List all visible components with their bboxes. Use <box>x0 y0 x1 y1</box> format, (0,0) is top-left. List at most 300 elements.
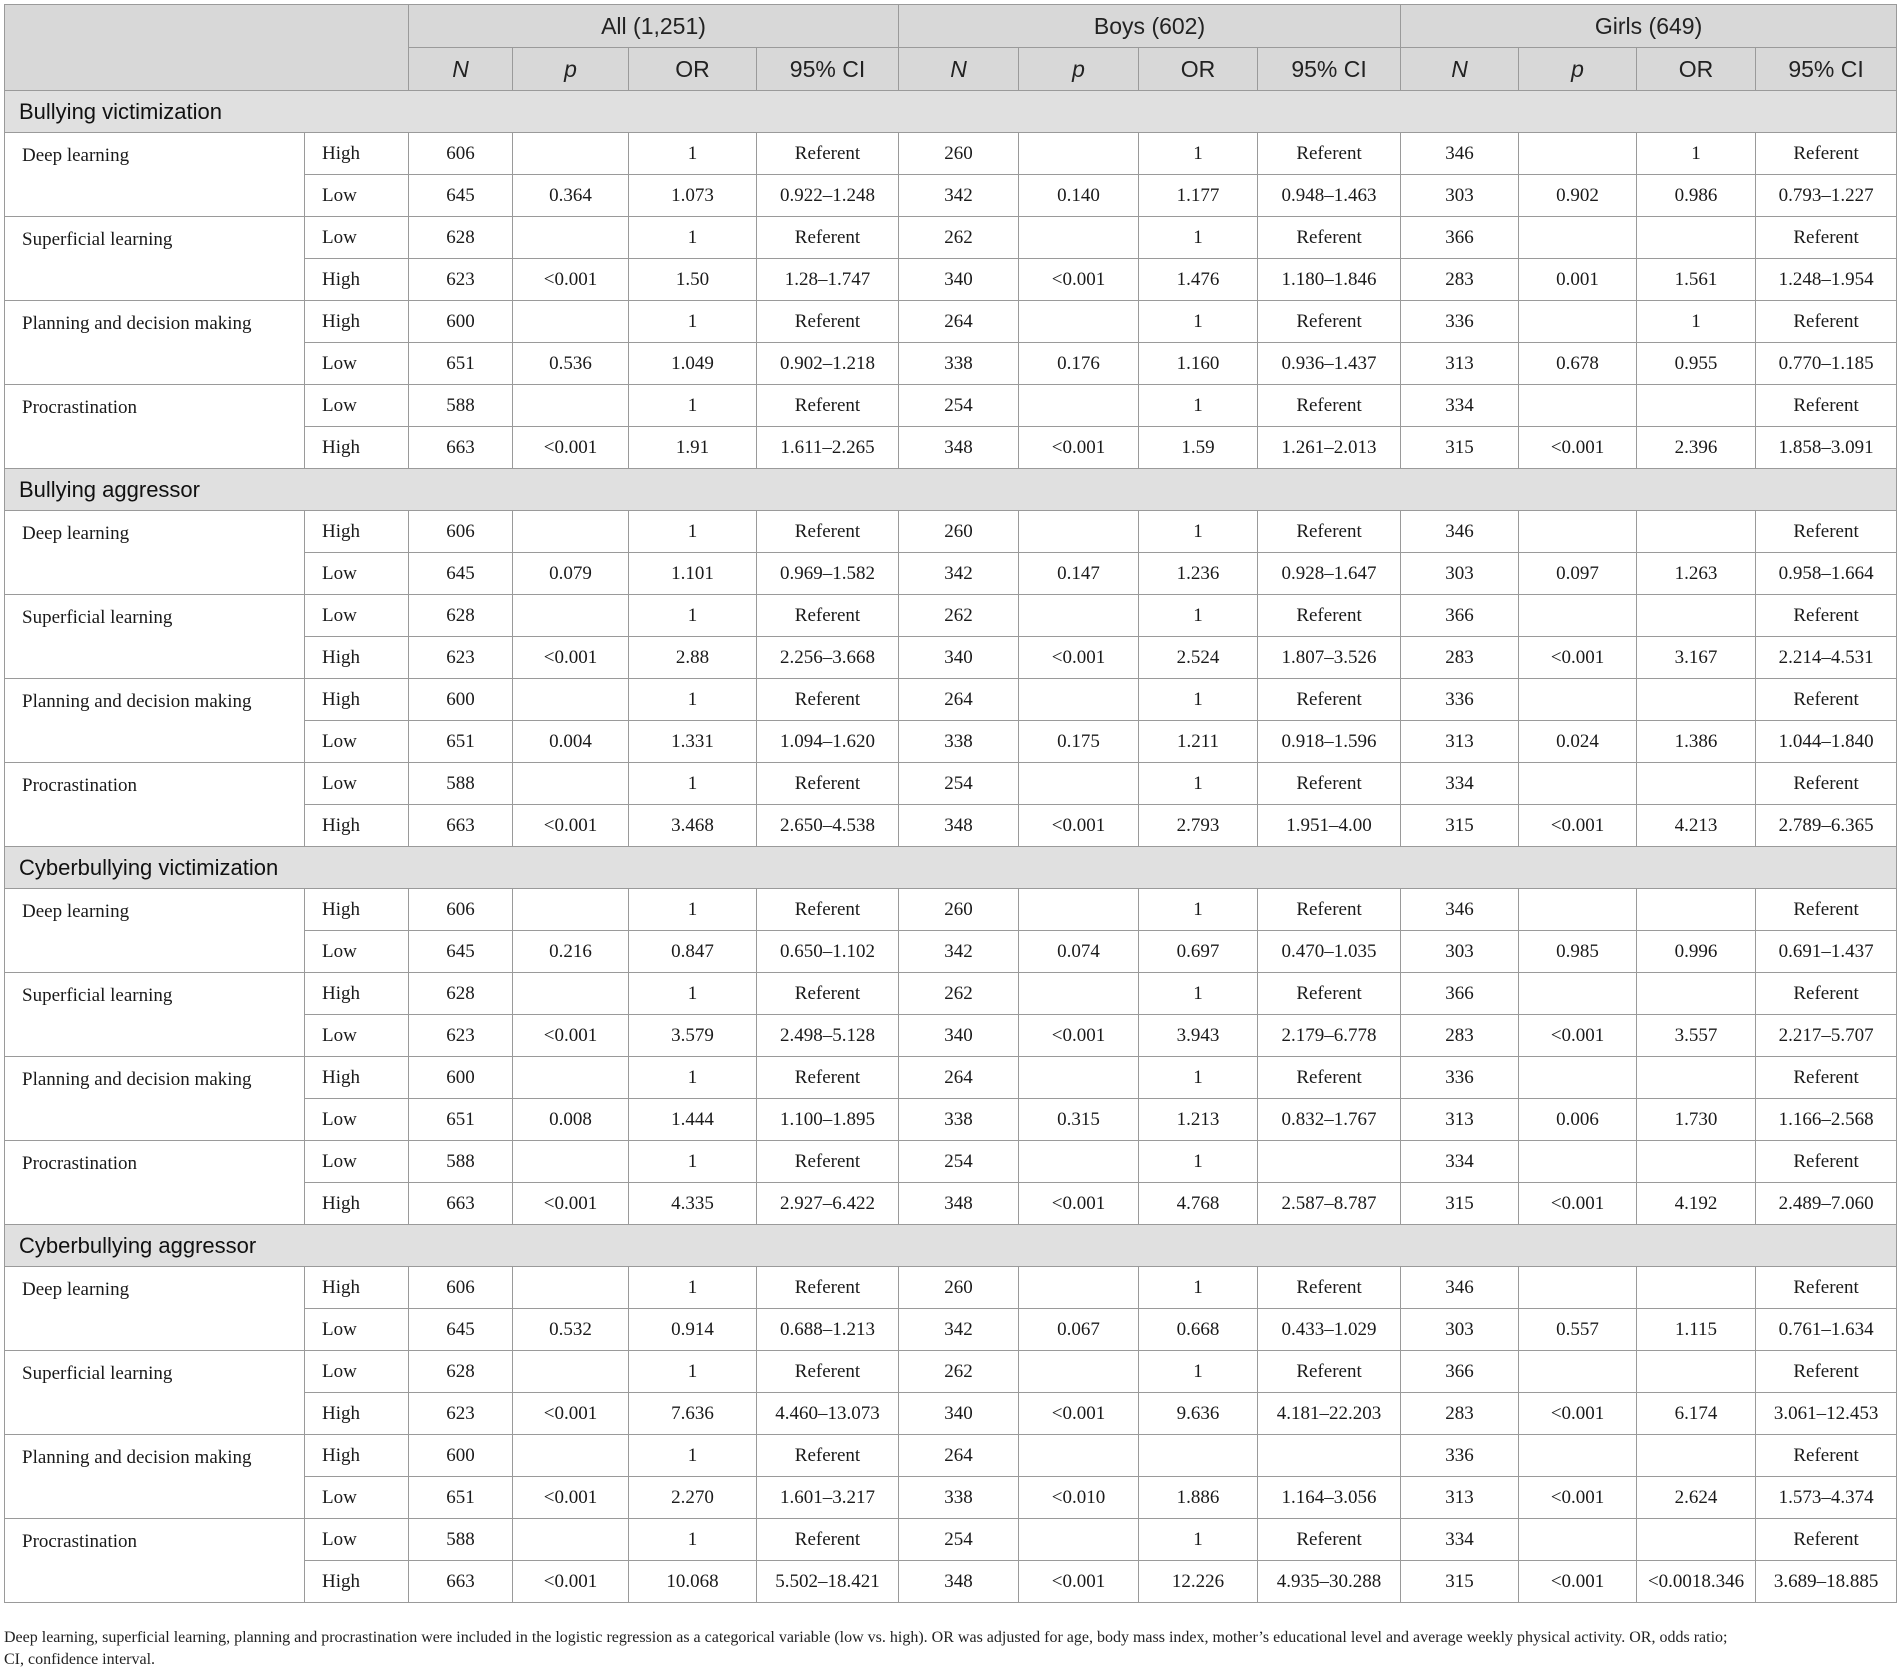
table-cell: 2.217–5.707 <box>1756 1015 1897 1057</box>
variable-name: Planning and decision making <box>5 1435 305 1519</box>
table-cell: <0.001 <box>1019 1561 1139 1603</box>
col-header-ci: 95% CI <box>757 48 899 91</box>
table-cell: 1 <box>1139 679 1258 721</box>
table-cell: <0.001 <box>1019 1015 1139 1057</box>
table-row <box>5 1141 1897 1183</box>
table-cell: 606 <box>409 511 513 553</box>
table-cell: Referent <box>1756 1057 1897 1099</box>
level-cell: Low <box>305 1141 409 1183</box>
table-cell: <0.001 <box>1019 427 1139 469</box>
table-cell: 340 <box>899 1015 1019 1057</box>
table-row <box>5 1351 1897 1393</box>
table-cell: 4.213 <box>1637 805 1756 847</box>
table-cell: 2.214–4.531 <box>1756 637 1897 679</box>
table-footnote <box>4 1627 1894 1671</box>
table-cell <box>1637 217 1756 259</box>
table-cell <box>1519 301 1637 343</box>
table-cell: 1 <box>1139 301 1258 343</box>
table-cell: 0.470–1.035 <box>1258 931 1401 973</box>
table-cell: 0.985 <box>1519 931 1637 973</box>
table-cell <box>1019 595 1139 637</box>
table-cell: 4.192 <box>1637 1183 1756 1225</box>
table-cell <box>1019 1435 1139 1477</box>
table-cell: Referent <box>757 133 899 175</box>
table-cell: 1.115 <box>1637 1309 1756 1351</box>
table-cell: 2.256–3.668 <box>757 637 899 679</box>
table-cell: Referent <box>1258 511 1401 553</box>
table-cell: 0.922–1.248 <box>757 175 899 217</box>
table-row <box>5 1267 1897 1309</box>
table-cell <box>1637 595 1756 637</box>
table-cell: Referent <box>757 763 899 805</box>
table-cell: 0.532 <box>513 1309 629 1351</box>
table-cell: <0.010 <box>1019 1477 1139 1519</box>
table-cell: 1 <box>629 973 757 1015</box>
table-cell: 1.180–1.846 <box>1258 259 1401 301</box>
table-cell <box>513 595 629 637</box>
table-cell: 366 <box>1401 973 1519 1015</box>
table-cell: <0.001 <box>1519 805 1637 847</box>
footnote-line: CI, confidence interval. <box>4 1651 156 1668</box>
table-cell: 336 <box>1401 301 1519 343</box>
table-cell: 2.524 <box>1139 637 1258 679</box>
table-cell <box>1519 1057 1637 1099</box>
table-cell: 2.88 <box>629 637 757 679</box>
table-row <box>5 595 1897 637</box>
table-cell: 315 <box>1401 1183 1519 1225</box>
col-header-or: OR <box>629 48 757 91</box>
table-cell: 2.498–5.128 <box>757 1015 899 1057</box>
table-cell: Referent <box>757 973 899 1015</box>
table-cell: 1 <box>1139 1267 1258 1309</box>
table-cell: Referent <box>757 511 899 553</box>
table-cell: 1 <box>629 217 757 259</box>
table-cell <box>1019 889 1139 931</box>
variable-name: Planning and decision making <box>5 679 305 763</box>
table-cell: 600 <box>409 1057 513 1099</box>
table-cell: 2.489–7.060 <box>1756 1183 1897 1225</box>
table-cell: 588 <box>409 1519 513 1561</box>
table-cell <box>513 763 629 805</box>
table-cell <box>1019 301 1139 343</box>
table-cell: <0.001 <box>513 805 629 847</box>
table-cell <box>513 1057 629 1099</box>
table-cell: <0.001 <box>513 1477 629 1519</box>
table-cell: 0.097 <box>1519 553 1637 595</box>
table-cell: 342 <box>899 553 1019 595</box>
footnote-line: Deep learning, superficial learning, planning and procrastination were included in the logistic regression as a categorical variable (low vs. high). OR was adjusted for age, body mass index, mother’s educational level and average weekly physical activity. OR, odds ratio; <box>4 1629 1728 1646</box>
table-cell: 262 <box>899 1351 1019 1393</box>
table-cell: 338 <box>899 343 1019 385</box>
table-cell <box>513 679 629 721</box>
section-row <box>5 469 1897 511</box>
col-header-p: p <box>1519 48 1637 91</box>
table-cell: 264 <box>899 1057 1019 1099</box>
level-cell: High <box>305 133 409 175</box>
variable-name: Superficial learning <box>5 595 305 679</box>
level-cell: Low <box>305 385 409 427</box>
table-cell: 1.177 <box>1139 175 1258 217</box>
table-cell <box>1519 217 1637 259</box>
table-row <box>5 1519 1897 1561</box>
table-cell: 346 <box>1401 889 1519 931</box>
table-cell: 336 <box>1401 1435 1519 1477</box>
table-cell: Referent <box>1258 763 1401 805</box>
table-cell <box>513 217 629 259</box>
table-cell <box>1519 133 1637 175</box>
table-cell: Referent <box>1756 889 1897 931</box>
table-cell: Referent <box>1258 1057 1401 1099</box>
table-row <box>5 385 1897 427</box>
table-cell: 651 <box>409 343 513 385</box>
level-cell: Low <box>305 343 409 385</box>
table-cell: 588 <box>409 763 513 805</box>
table-cell: 606 <box>409 889 513 931</box>
table-cell: 9.636 <box>1139 1393 1258 1435</box>
table-cell <box>1637 1435 1756 1477</box>
table-cell: 1 <box>1139 385 1258 427</box>
table-cell: 645 <box>409 553 513 595</box>
table-cell: 2.927–6.422 <box>757 1183 899 1225</box>
table-cell: 1 <box>629 511 757 553</box>
table-cell: 315 <box>1401 427 1519 469</box>
table-cell: 0.650–1.102 <box>757 931 899 973</box>
table-cell: 0.958–1.664 <box>1756 553 1897 595</box>
table-cell <box>513 1435 629 1477</box>
table-cell: 264 <box>899 301 1019 343</box>
table-cell: 623 <box>409 1015 513 1057</box>
table-cell <box>1519 1519 1637 1561</box>
level-cell: High <box>305 1057 409 1099</box>
table-cell: Referent <box>1258 1351 1401 1393</box>
table-row <box>5 133 1897 175</box>
table-cell <box>1519 679 1637 721</box>
level-cell: High <box>305 511 409 553</box>
table-cell: 1.807–3.526 <box>1258 637 1401 679</box>
variable-name: Planning and decision making <box>5 1057 305 1141</box>
table-cell: 0.986 <box>1637 175 1756 217</box>
table-cell: 1 <box>1637 301 1756 343</box>
table-cell: 0.936–1.437 <box>1258 343 1401 385</box>
table-cell: 366 <box>1401 217 1519 259</box>
table-cell: 0.079 <box>513 553 629 595</box>
table-cell: Referent <box>1258 1519 1401 1561</box>
table-cell: 645 <box>409 175 513 217</box>
table-cell: 313 <box>1401 721 1519 763</box>
table-cell <box>1519 889 1637 931</box>
table-cell: 3.579 <box>629 1015 757 1057</box>
table-cell: 0.793–1.227 <box>1756 175 1897 217</box>
table-cell: 0.770–1.185 <box>1756 343 1897 385</box>
table-cell: 303 <box>1401 931 1519 973</box>
table-cell: 600 <box>409 301 513 343</box>
level-cell: Low <box>305 595 409 637</box>
table-row <box>5 511 1897 553</box>
table-cell: 663 <box>409 1561 513 1603</box>
table-cell: 12.226 <box>1139 1561 1258 1603</box>
table-cell: 338 <box>899 1099 1019 1141</box>
table-cell: <0.001 <box>1519 1561 1637 1603</box>
table-cell: 0.364 <box>513 175 629 217</box>
table-cell: 0.918–1.596 <box>1258 721 1401 763</box>
table-cell: Referent <box>1756 1435 1897 1477</box>
table-cell <box>1019 1057 1139 1099</box>
table-cell: 0.557 <box>1519 1309 1637 1351</box>
table-cell <box>1637 1351 1756 1393</box>
table-cell: 348 <box>899 1561 1019 1603</box>
col-header-ci: 95% CI <box>1258 48 1401 91</box>
table-cell <box>1019 1141 1139 1183</box>
table-cell: 346 <box>1401 133 1519 175</box>
table-cell: 283 <box>1401 1015 1519 1057</box>
table-cell: 2.587–8.787 <box>1258 1183 1401 1225</box>
table-cell: 313 <box>1401 1477 1519 1519</box>
col-header-n: N <box>899 48 1019 91</box>
table-cell: 7.636 <box>629 1393 757 1435</box>
table-cell <box>1519 511 1637 553</box>
table-cell: <0.001 <box>1519 427 1637 469</box>
table-cell: 600 <box>409 1435 513 1477</box>
table-cell: 315 <box>1401 805 1519 847</box>
table-cell: 303 <box>1401 553 1519 595</box>
table-cell: 348 <box>899 1183 1019 1225</box>
table-cell: <0.001 <box>1519 1183 1637 1225</box>
table-cell: 0.691–1.437 <box>1756 931 1897 973</box>
table-cell: 0.668 <box>1139 1309 1258 1351</box>
table-cell: 254 <box>899 1141 1019 1183</box>
table-cell: 4.935–30.288 <box>1258 1561 1401 1603</box>
table-cell <box>1019 763 1139 805</box>
table-cell <box>1258 1141 1401 1183</box>
table-cell: 1.951–4.00 <box>1258 805 1401 847</box>
table-cell: 336 <box>1401 1057 1519 1099</box>
table-cell: 0.914 <box>629 1309 757 1351</box>
table-cell: 628 <box>409 1351 513 1393</box>
section-title: Bullying aggressor <box>5 469 1897 511</box>
table-cell <box>1637 679 1756 721</box>
table-cell <box>513 385 629 427</box>
level-cell: Low <box>305 217 409 259</box>
table-row <box>5 763 1897 805</box>
table-cell: 1 <box>1139 1519 1258 1561</box>
table-cell <box>1519 763 1637 805</box>
table-cell: 1.331 <box>629 721 757 763</box>
table-cell: Referent <box>1258 385 1401 427</box>
table-cell: 1 <box>629 1519 757 1561</box>
level-cell: High <box>305 1561 409 1603</box>
level-cell: Low <box>305 1351 409 1393</box>
table-cell <box>1258 1435 1401 1477</box>
table-cell: 2.270 <box>629 1477 757 1519</box>
table-cell: 2.396 <box>1637 427 1756 469</box>
table-cell <box>1519 385 1637 427</box>
table-cell: 1.166–2.568 <box>1756 1099 1897 1141</box>
table-cell: 1.100–1.895 <box>757 1099 899 1141</box>
section-title: Bullying victimization <box>5 91 1897 133</box>
table-cell: Referent <box>757 889 899 931</box>
table-cell <box>1637 1267 1756 1309</box>
table-cell: 1 <box>1139 889 1258 931</box>
table-cell: 1 <box>1139 1141 1258 1183</box>
table-cell: <0.001 <box>1019 1183 1139 1225</box>
table-cell: 1.049 <box>629 343 757 385</box>
table-row <box>5 679 1897 721</box>
variable-name: Planning and decision making <box>5 301 305 385</box>
table-cell: Referent <box>1756 511 1897 553</box>
col-header-p: p <box>513 48 629 91</box>
table-cell: 366 <box>1401 595 1519 637</box>
table-cell: 1 <box>629 763 757 805</box>
table-cell: 283 <box>1401 259 1519 301</box>
table-cell: Referent <box>757 217 899 259</box>
table-cell <box>1519 1435 1637 1477</box>
variable-name: Deep learning <box>5 1267 305 1351</box>
table-cell: 645 <box>409 1309 513 1351</box>
table-cell: 0.688–1.213 <box>757 1309 899 1351</box>
table-row <box>5 973 1897 1015</box>
table-cell: 1 <box>629 133 757 175</box>
table-row <box>5 1435 1897 1477</box>
table-cell: 336 <box>1401 679 1519 721</box>
table-cell: 1 <box>1637 133 1756 175</box>
table-cell: Referent <box>1756 301 1897 343</box>
table-cell: Referent <box>1258 217 1401 259</box>
table-cell <box>1637 1057 1756 1099</box>
table-cell: 260 <box>899 889 1019 931</box>
level-cell: Low <box>305 931 409 973</box>
table-cell: 254 <box>899 1519 1019 1561</box>
table-cell: 1 <box>629 679 757 721</box>
table-cell: <0.001 <box>513 1183 629 1225</box>
table-cell: 348 <box>899 427 1019 469</box>
table-cell: 1.611–2.265 <box>757 427 899 469</box>
table-cell: Referent <box>1756 973 1897 1015</box>
level-cell: Low <box>305 721 409 763</box>
table-cell: 303 <box>1401 1309 1519 1351</box>
table-cell: 0.140 <box>1019 175 1139 217</box>
table-cell: 1 <box>629 1141 757 1183</box>
table-cell: 651 <box>409 1099 513 1141</box>
level-cell: High <box>305 1435 409 1477</box>
table-cell: 1 <box>629 1435 757 1477</box>
table-cell <box>1637 385 1756 427</box>
table-cell: 3.557 <box>1637 1015 1756 1057</box>
table-cell: 1 <box>1139 973 1258 1015</box>
table-cell: 628 <box>409 973 513 1015</box>
table-cell: 342 <box>899 931 1019 973</box>
table-cell: 0.955 <box>1637 343 1756 385</box>
table-cell: 1.858–3.091 <box>1756 427 1897 469</box>
table-cell: 1.561 <box>1637 259 1756 301</box>
table-cell: Referent <box>1258 1267 1401 1309</box>
table-cell <box>1019 1519 1139 1561</box>
table-cell: 1 <box>629 385 757 427</box>
table-cell: 334 <box>1401 763 1519 805</box>
variable-name: Procrastination <box>5 763 305 847</box>
table-cell: 3.468 <box>629 805 757 847</box>
level-cell: High <box>305 973 409 1015</box>
table-cell: 1.211 <box>1139 721 1258 763</box>
group-header-girls: Girls (649) <box>1401 5 1897 48</box>
table-cell: 340 <box>899 1393 1019 1435</box>
table-cell: 264 <box>899 679 1019 721</box>
table-cell: 3.167 <box>1637 637 1756 679</box>
table-cell: 0.678 <box>1519 343 1637 385</box>
table-cell <box>1519 1141 1637 1183</box>
section-title: Cyberbullying victimization <box>5 847 1897 889</box>
table-cell: 0.008 <box>513 1099 629 1141</box>
table-cell: Referent <box>1756 385 1897 427</box>
level-cell: High <box>305 889 409 931</box>
table-cell <box>1637 511 1756 553</box>
table-cell <box>1019 385 1139 427</box>
table-cell: 1.386 <box>1637 721 1756 763</box>
table-cell: 1 <box>1139 763 1258 805</box>
col-header-ci: 95% CI <box>1756 48 1897 91</box>
table-cell: Referent <box>1756 1267 1897 1309</box>
level-cell: Low <box>305 1099 409 1141</box>
results-table-container <box>4 4 1896 1603</box>
table-cell: 2.793 <box>1139 805 1258 847</box>
table-cell: 0.216 <box>513 931 629 973</box>
table-cell: 283 <box>1401 1393 1519 1435</box>
table-cell: 1.248–1.954 <box>1756 259 1897 301</box>
table-cell <box>1519 973 1637 1015</box>
table-cell: 254 <box>899 385 1019 427</box>
table-cell: 4.181–22.203 <box>1258 1393 1401 1435</box>
table-cell: Referent <box>1756 1351 1897 1393</box>
table-cell: 1.094–1.620 <box>757 721 899 763</box>
table-cell: 1.044–1.840 <box>1756 721 1897 763</box>
table-cell: 262 <box>899 217 1019 259</box>
table-cell: 2.650–4.538 <box>757 805 899 847</box>
table-cell <box>513 973 629 1015</box>
table-cell: Referent <box>757 301 899 343</box>
table-cell: 1 <box>1139 511 1258 553</box>
table-cell: 0.948–1.463 <box>1258 175 1401 217</box>
table-cell: <0.001 <box>1019 805 1139 847</box>
table-cell: <0.001 <box>1519 1015 1637 1057</box>
table-cell: 588 <box>409 1141 513 1183</box>
table-cell: 1 <box>629 1351 757 1393</box>
variable-name: Superficial learning <box>5 1351 305 1435</box>
table-cell <box>1019 1351 1139 1393</box>
table-cell: <0.001 <box>1019 1393 1139 1435</box>
level-cell: Low <box>305 763 409 805</box>
table-cell: 313 <box>1401 343 1519 385</box>
level-cell: High <box>305 427 409 469</box>
table-cell: 651 <box>409 1477 513 1519</box>
table-cell <box>1019 973 1139 1015</box>
table-cell: 1.073 <box>629 175 757 217</box>
table-cell: Referent <box>757 1057 899 1099</box>
table-cell: 340 <box>899 259 1019 301</box>
table-row <box>5 889 1897 931</box>
table-cell <box>1019 217 1139 259</box>
table-cell <box>1019 511 1139 553</box>
level-cell: High <box>305 679 409 721</box>
level-cell: Low <box>305 1519 409 1561</box>
table-cell: 628 <box>409 595 513 637</box>
table-cell: 4.335 <box>629 1183 757 1225</box>
variable-name: Deep learning <box>5 133 305 217</box>
table-cell: Referent <box>1258 973 1401 1015</box>
table-cell: 1.263 <box>1637 553 1756 595</box>
table-cell: 2.624 <box>1637 1477 1756 1519</box>
table-cell: 346 <box>1401 511 1519 553</box>
table-cell: <0.001 <box>513 1015 629 1057</box>
table-cell: 600 <box>409 679 513 721</box>
